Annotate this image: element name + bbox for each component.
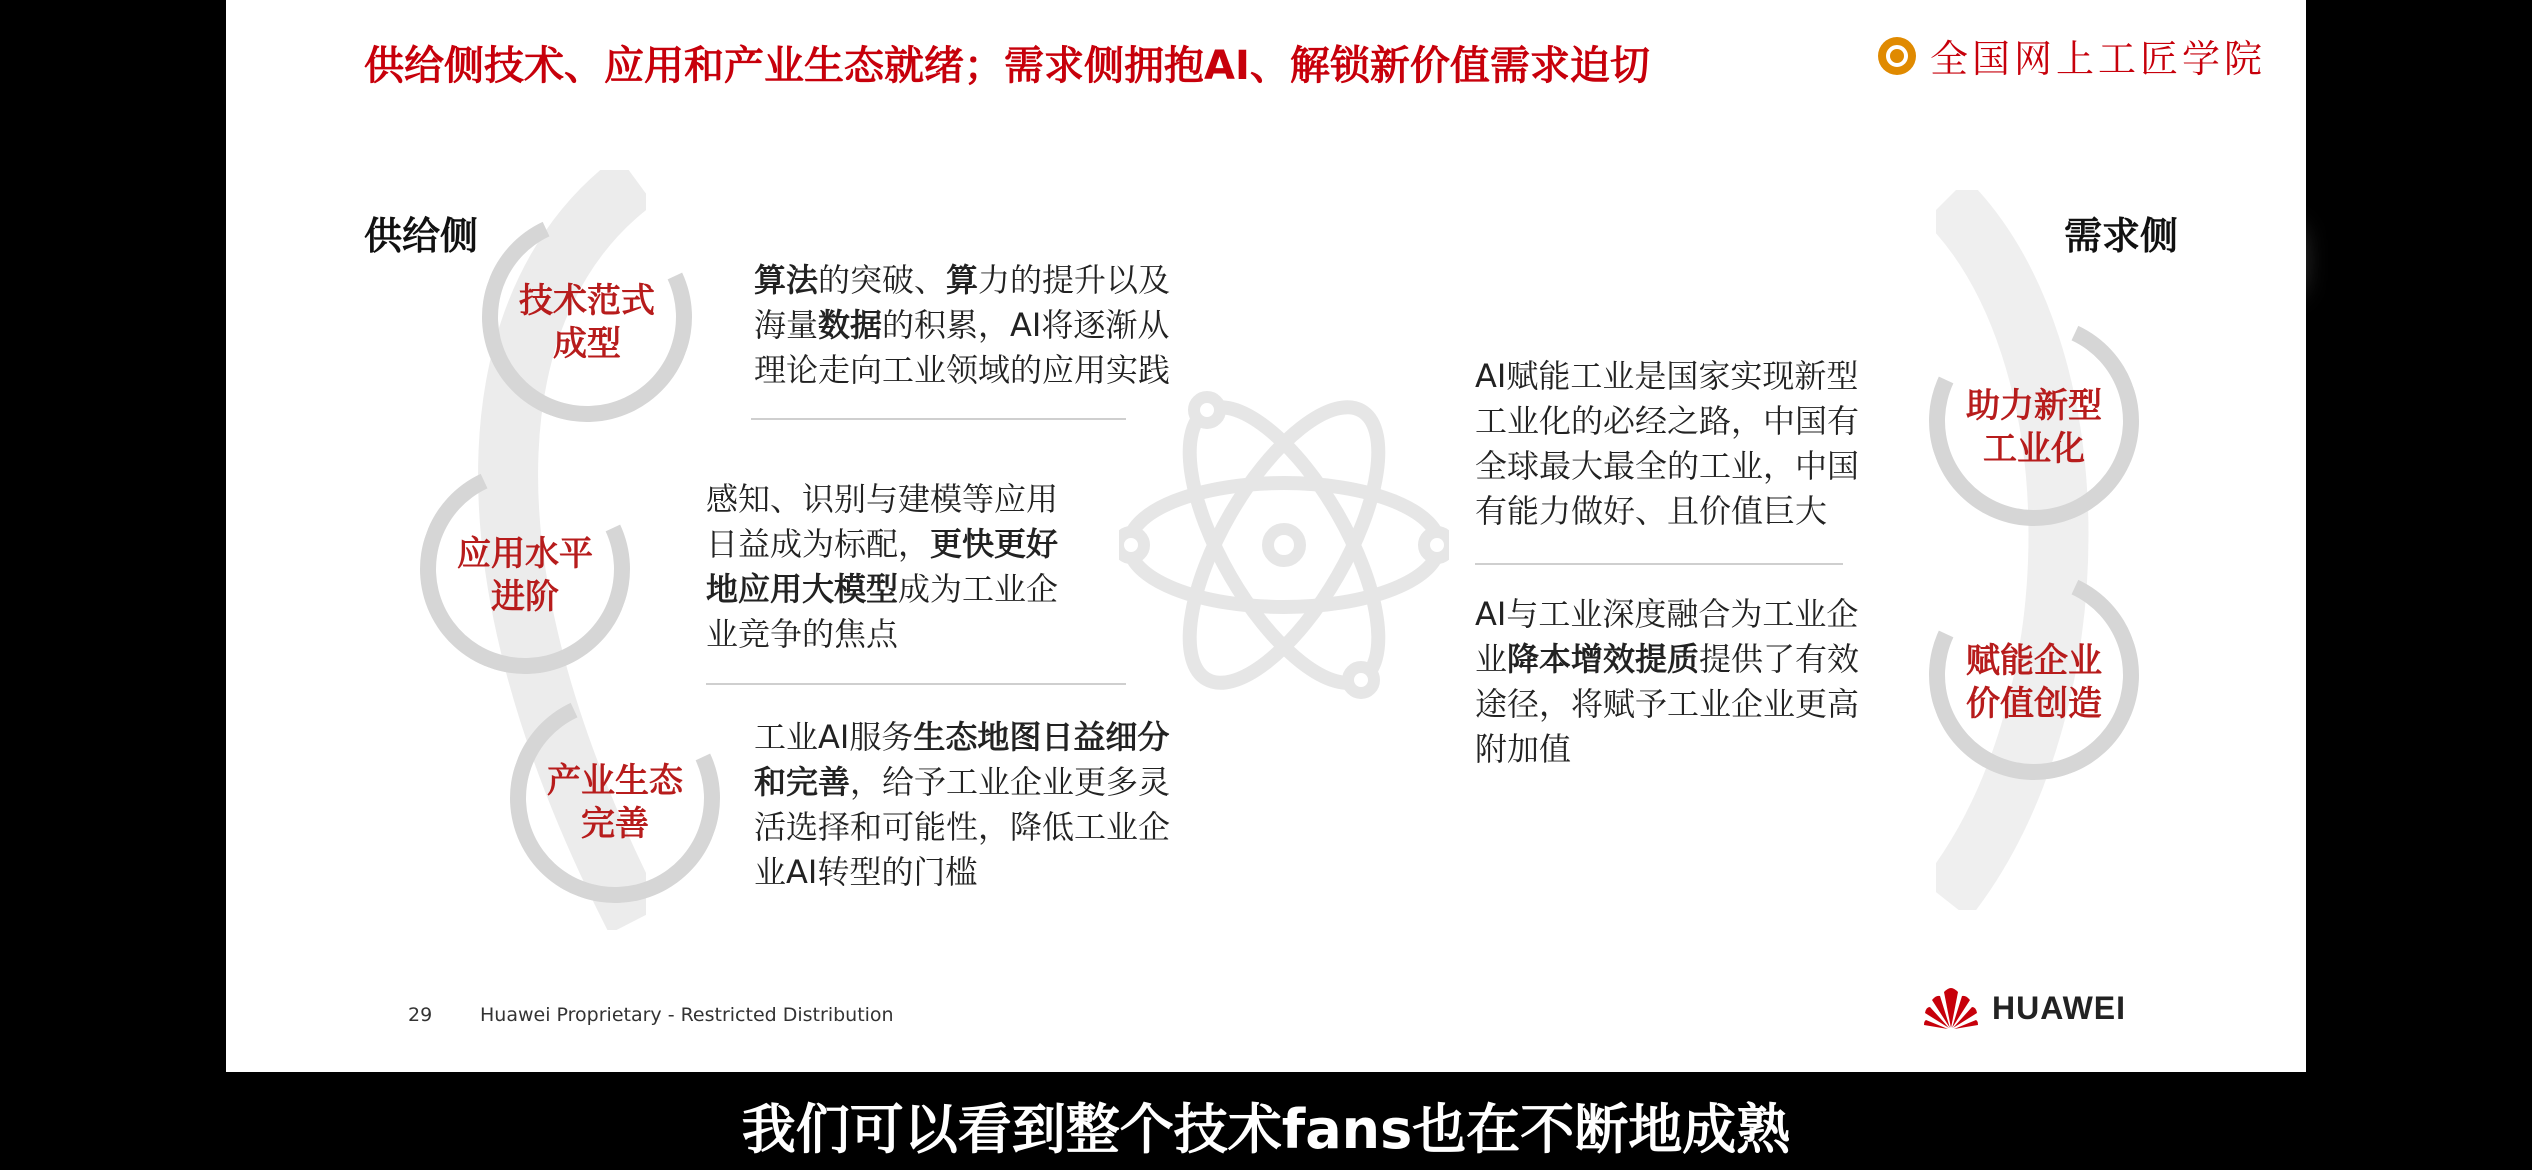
- seal-icon: [1878, 37, 1916, 75]
- huawei-flower-icon: [1922, 986, 1980, 1030]
- page-number: 29: [408, 1004, 433, 1026]
- supply-divider-2: [706, 683, 1126, 685]
- demand-divider-1: [1475, 563, 1843, 565]
- huawei-logo: [1922, 986, 2126, 1030]
- supply-badge-3: [510, 760, 720, 846]
- supply-text-3: 工业AI服务生态地图日益细分 和完善，给予工业企业更多灵 活选择和可能性，降低工业企 业AI转型的门槛: [754, 718, 1171, 891]
- demand-side-label: 需求侧: [2063, 214, 2178, 258]
- supply-badge-2-line1: 应用水平: [457, 534, 593, 574]
- supply-badge-3-line1: 产业生态: [547, 761, 683, 801]
- supply-divider-1: [751, 418, 1126, 420]
- video-subtitle: 我们可以看到整个技术fans也在不断地成熟: [741, 1098, 1791, 1161]
- demand-badge-2-line1: 赋能企业: [1966, 641, 2102, 681]
- demand-badge-1-line1: 助力新型: [1966, 386, 2102, 426]
- demand-bg-curve: [1936, 190, 2116, 910]
- footer-disclaimer: Huawei Proprietary - Restricted Distribution: [480, 1004, 894, 1026]
- academy-logo: [1878, 28, 2266, 83]
- slide-title: 供给侧技术、应用和产业生态就绪；需求侧拥抱AI、解锁新价值需求迫切: [364, 43, 1650, 89]
- demand-text-1: AI赋能工业是国家实现新型 工业化的必经之路，中国有 全球最大最全的工业，中国 有能力做好、且价值巨大: [1475, 357, 1860, 530]
- supply-text-1: 算法的突破、算力的提升以及 海量数据的积累，AI将逐渐从 理论走向工业领域的应用实践: [754, 261, 1171, 389]
- supply-badge-3-line2: 完善: [581, 804, 649, 844]
- huawei-wordmark: HUAWEI: [1992, 989, 2126, 1026]
- supply-badge-1: [482, 280, 692, 366]
- atom-icon: [1119, 380, 1449, 710]
- demand-badge-1: [1929, 385, 2139, 471]
- demand-badge-1-line2: 工业化: [1983, 429, 2085, 469]
- demand-badge-2-line2: 价值创造: [1966, 684, 2102, 724]
- supply-badge-2-line2: 进阶: [491, 577, 559, 617]
- supply-badge-2: [420, 533, 630, 619]
- supply-badge-1-line1: 技术范式: [519, 281, 655, 321]
- demand-badge-2: [1929, 640, 2139, 726]
- presentation-slide: [226, 0, 2306, 1072]
- supply-side-label: 供给侧: [364, 214, 479, 258]
- supply-badge-1-line2: 成型: [553, 324, 621, 364]
- demand-text-2: AI与工业深度融合为工业企 业降本增效提质提供了有效 途径，将赋予工业企业更高 附加值: [1475, 595, 1860, 768]
- academy-logo-text: 全国网上工匠学院: [1929, 37, 2266, 81]
- supply-text-2: 感知、识别与建模等应用 日益成为标配，更快更好 地应用大模型成为工业企 业竞争的焦点: [706, 480, 1059, 653]
